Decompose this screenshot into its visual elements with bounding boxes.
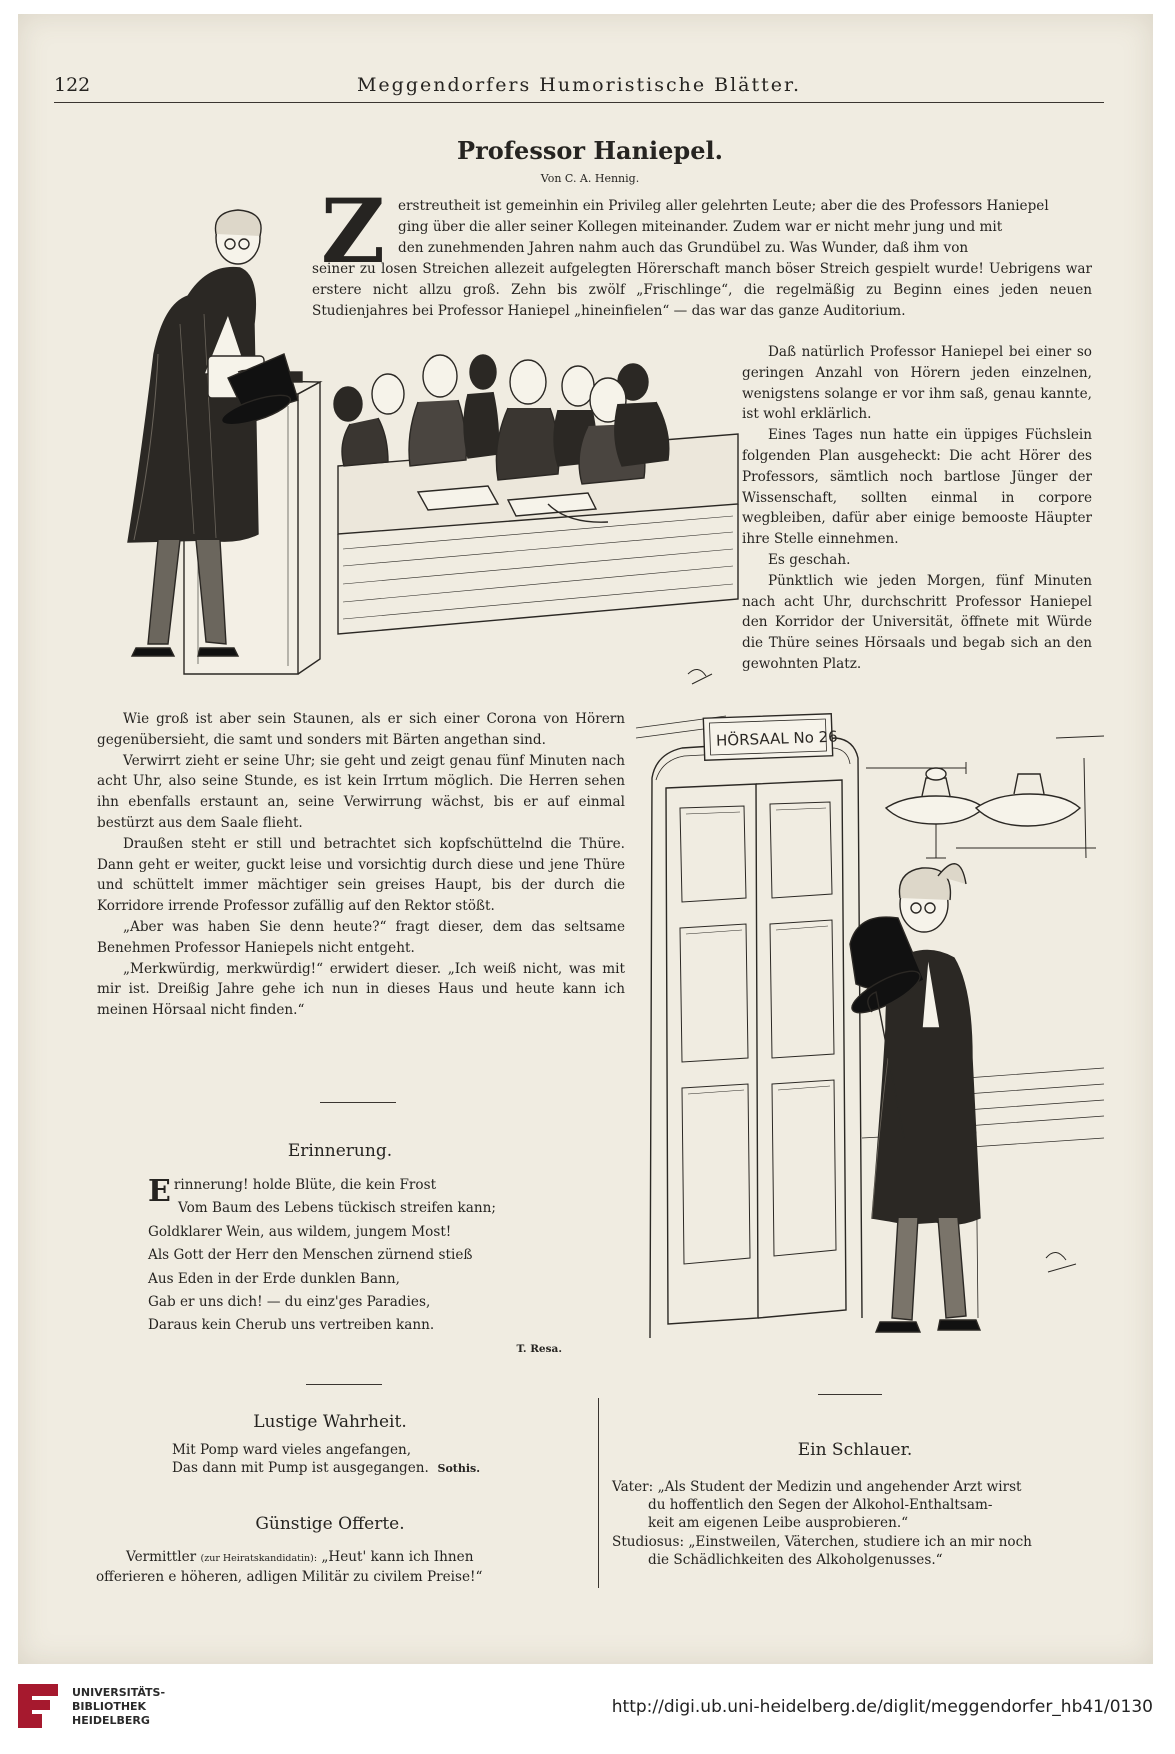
offerte-stage-direction: (zur Heiratskandidatin): — [200, 1553, 318, 1564]
article-title: Professor Haniepel. — [457, 136, 723, 165]
schlauer-line: „Einstweilen, Väterchen, studiere ich an mir noch — [688, 1533, 1032, 1550]
library-name-line: BIBLIOTHEK — [72, 1700, 147, 1713]
article-paragraph: Draußen steht er still und betrachtet sich kopfschüttelnd die Thüre. Dann geht er weiter, guckt leise und vorsichtig durch diese und jene Thüre und schüttelt immer mächtiger sein greises Haupt, bis der durch die Korridore irrende Professor zufällig auf den Rektor stößt. — [97, 835, 625, 915]
intro-line: erstreutheit ist gemeinhin ein Privileg aller gelehrten Leute; aber die des Professors Haniepel — [398, 198, 1049, 214]
guenstige-offerte-title: Günstige Offerte. — [255, 1514, 405, 1534]
page-header — [54, 72, 1104, 103]
lecture-hall-illustration — [88, 204, 740, 696]
schlauer-speaker: Vater: — [612, 1479, 654, 1495]
poem-line: Gab er uns dich! — du einz'ges Paradies, — [148, 1294, 431, 1311]
poem-line: Goldklarer Wein, aus wildem, jungem Most! — [148, 1223, 452, 1240]
corridor-illustration — [636, 698, 1104, 1358]
verse-line: Das dann mit Pump ist ausgegangen. — [172, 1460, 429, 1477]
offerte-line: offerieren e höheren, adligen Militär zu civilem Preise!“ — [96, 1569, 483, 1586]
poem-line: Daraus kein Cherub uns vertreiben kann. — [148, 1317, 435, 1334]
article-paragraph: „Merkwürdig, merkwürdig!“ erwidert dieser. „Ich weiß nicht, was mit mir ist. Dreißig Jahre gehe ich nun in dieses Haus und heute kann ich meinen Hörsaal nicht finden.“ — [97, 960, 625, 1019]
poem-title: Erinnerung. — [287, 1141, 393, 1161]
article-paragraph: Eines Tages nun hatte ein üppiges Füchslein folgenden Plan ausgeheckt: Die acht Hörer des Professors, sämtlich noch bartlose Jünger der Wissenschaft, sollten einmal in corpore wegbleiben, dafür aber einige bemooste Häupter ihre Stelle einnehmen. — [742, 427, 1092, 548]
source-url-link[interactable]: http://digi.ub.uni-heidelberg.de/diglit/meggendorfer_hb41/0130 — [611, 1697, 1153, 1717]
article-right-column — [742, 342, 1092, 675]
library-name-line: HEIDELBERG — [72, 1714, 150, 1727]
lustige-wahrheit-title: Lustige Wahrheit. — [253, 1412, 407, 1432]
verse-line: Mit Pomp ward vieles angefangen, — [172, 1442, 412, 1458]
article-paragraph: „Aber was haben Sie denn heute?“ fragt dieser, dem das seltsame Benehmen Professor Haniepels nicht entgeht. — [97, 918, 625, 956]
offerte-speaker: Vermittler — [126, 1549, 197, 1565]
article-paragraph: Wie groß ist aber sein Staunen, als er sich einer Corona von Hörern gegenübersieht, die samt und sonders mit Bärten angethan sind. — [97, 711, 625, 748]
schlauer-speaker: Studiosus: — [612, 1533, 685, 1550]
section-divider — [320, 1102, 396, 1103]
poem-body — [148, 1174, 548, 1338]
offerte-line: „Heut' kann ich Ihnen — [321, 1549, 474, 1565]
poem-line: rinnerung! holde Blüte, die kein Frost — [173, 1177, 437, 1193]
intro-line: ging über die aller seiner Kollegen miteinander. Zudem war er nicht mehr jung und mit — [398, 218, 1003, 235]
intro-line: den zunehmenden Jahren nahm auch das Grundübel zu. Was Wunder, daß ihm von — [398, 239, 969, 256]
poem-author: T. Resa. — [516, 1343, 562, 1355]
article-paragraph: Pünktlich wie jeden Morgen, fünf Minuten nach acht Uhr, durchschritt Professor Haniepel den Korridor der Universität, öffnete mit Würde die Thüre seines Hörsaals und begab sich an den gewohnten Platz. — [742, 572, 1092, 672]
poem-line: Als Gott der Herr den Menschen zürnend stieß — [148, 1247, 473, 1264]
guenstige-offerte-text — [96, 1548, 590, 1586]
poem-line: Vom Baum des Lebens tückisch streifen kann; — [178, 1200, 496, 1217]
running-title: Meggendorfers Humoristische Blätter. — [356, 74, 802, 96]
verse-author: Sothis. — [437, 1462, 481, 1476]
door-sign: HÖRSAAL No 26 — [715, 727, 838, 750]
library-name-line: UNIVERSITÄTS- — [72, 1686, 166, 1699]
lecture-hall-drawing — [88, 204, 740, 696]
ein-schlauer-title: Ein Schlauer. — [797, 1440, 913, 1460]
schlauer-line: keit am eigenen Leibe ausprobieren.“ — [648, 1515, 909, 1532]
schlauer-line: du hoffentlich den Segen der Alkohol-Enthaltsam- — [648, 1497, 993, 1514]
article-paragraph: Daß natürlich Professor Haniepel bei einer so geringen Anzahl von Hörern jeden einzelnen, wenigstens solange er vor ihm saß, genau kannte, ist wohl erklärlich. — [742, 344, 1092, 423]
poem-initial: E — [148, 1174, 171, 1209]
university-library-logo-icon — [18, 1684, 60, 1728]
schlauer-line: „Als Student der Medizin und angehender Arzt wirst — [657, 1479, 1022, 1495]
drop-cap: Z — [320, 179, 386, 283]
article-left-column — [97, 709, 625, 1021]
corridor-drawing — [636, 698, 1104, 1358]
library-name — [72, 1686, 165, 1728]
poem-line: Aus Eden in der Erde dunklen Bann, — [148, 1270, 400, 1287]
section-divider — [818, 1394, 882, 1395]
section-divider — [306, 1384, 382, 1385]
digitization-footer — [0, 1664, 1175, 1754]
schlauer-line: die Schädlichkeiten des Alkoholgenusses.“ — [648, 1551, 943, 1568]
lustige-wahrheit-verse — [172, 1441, 592, 1478]
article-paragraph: Verwirrt zieht er seine Uhr; sie geht und zeigt genau fünf Minuten nach acht Uhr, also seine Stunde, es ist kein Irrtum möglich. Die Herren sehen ihn ebenfalls erstaunt an, seine Verwirrung wächst, bis er auf einmal bestürzt aus dem Saale flieht. — [97, 752, 625, 831]
page-number: 122 — [54, 74, 91, 96]
ein-schlauer-text — [612, 1478, 1108, 1569]
article-paragraph: Es geschah. — [768, 551, 851, 568]
article-byline: Von C. A. Hennig. — [540, 172, 640, 185]
article-intro-paragraph: seiner zu losen Streichen allezeit aufgelegten Hörerschaft manch böser Streich gespielt wurde! Uebrigens war erstere nicht allzu groß. Zehn bis zwölf „Frischlinge“, die regelmäßig zu Beginn eines jeden neuen Studienjahres bei Professor Haniepel „hineinfielen“ — das war das ganze Auditorium. — [312, 261, 1092, 319]
